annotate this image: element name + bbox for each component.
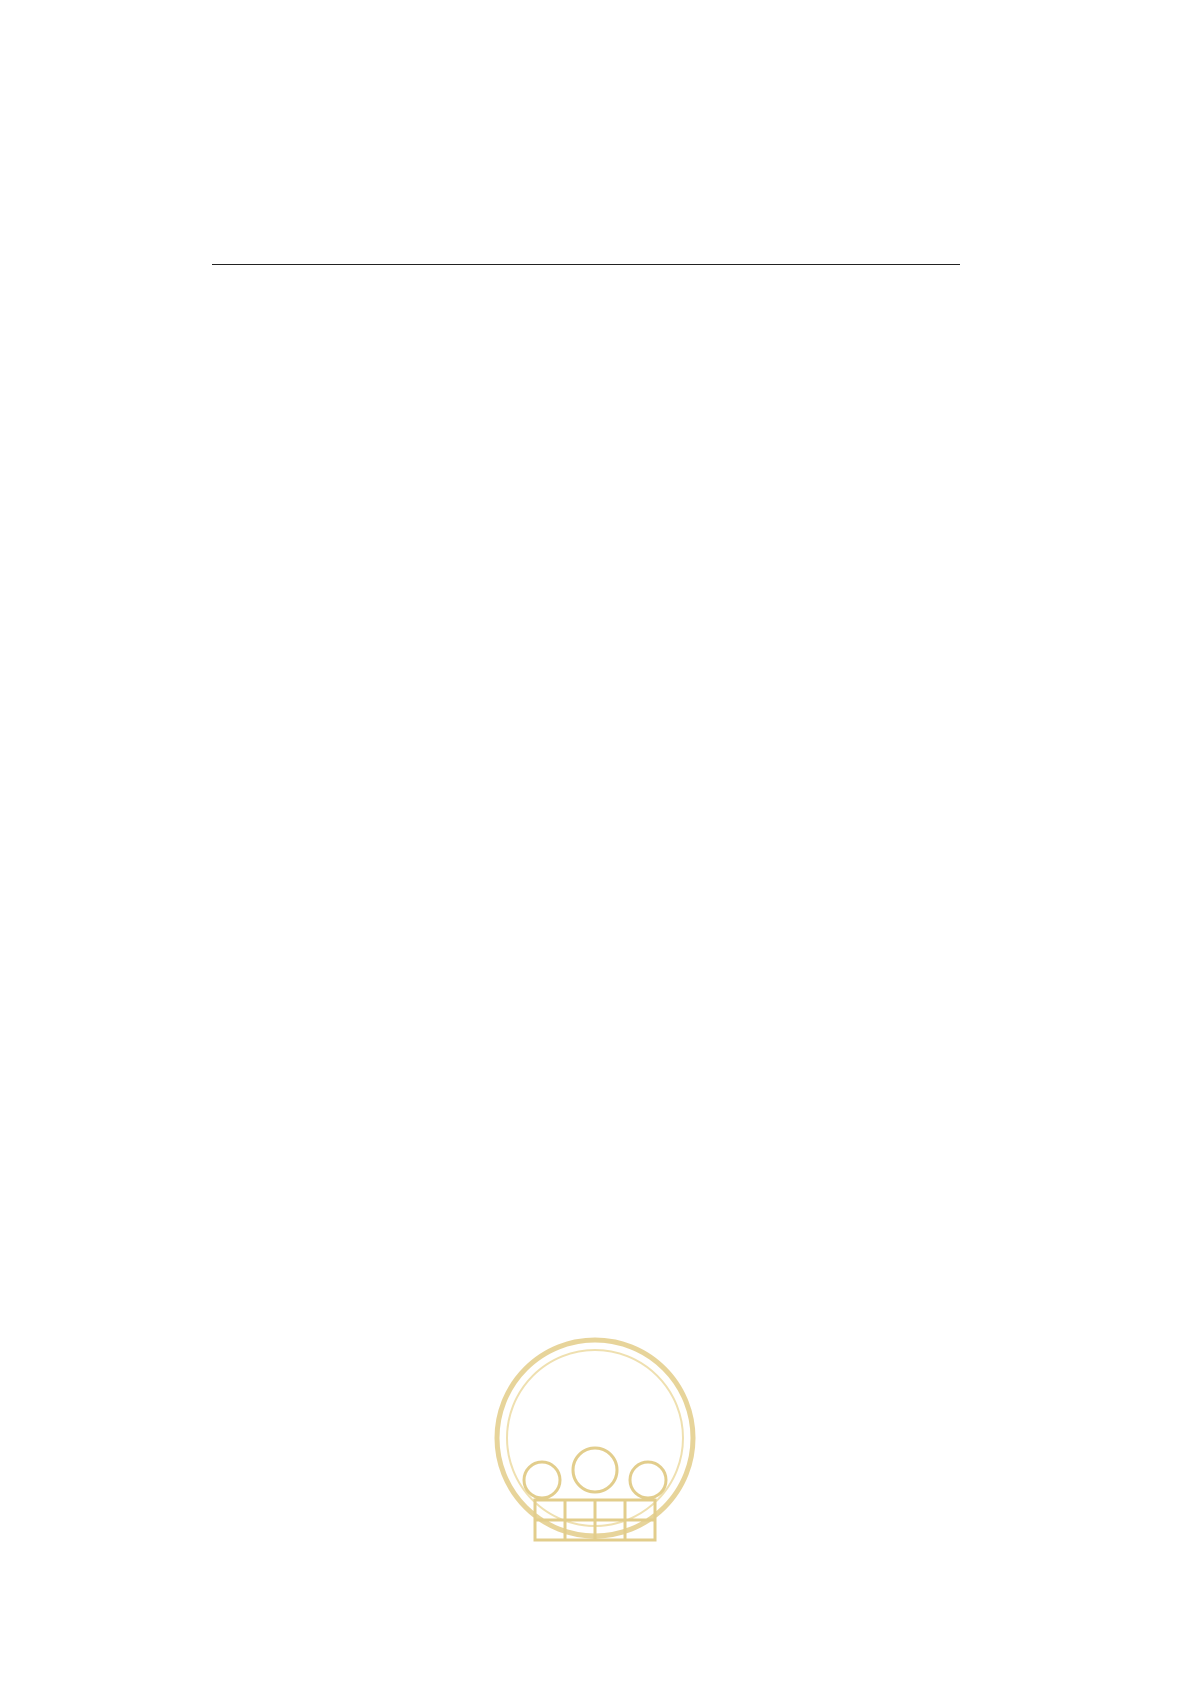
chapter-heading[interactable] [212, 226, 960, 265]
table-of-contents [212, 216, 960, 271]
watermark-logo [490, 1330, 700, 1560]
